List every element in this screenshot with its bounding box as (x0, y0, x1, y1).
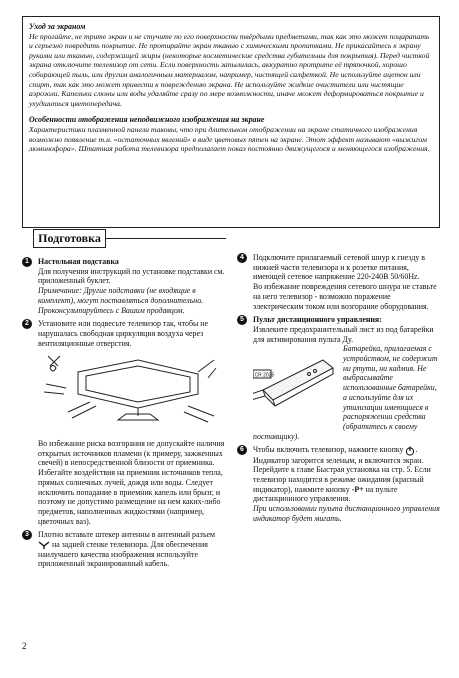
remote-battery-label: CR 2025 (254, 372, 275, 379)
power-text: Подключите прилагаемый сетевой шнур к гнезду в нижней части телевизора и к розетке питания, имеющей сетевое напряжение 220-240В 50/60Hz. (253, 253, 425, 282)
tv-illustration-icon (38, 354, 228, 428)
step-2 (22, 319, 228, 526)
step-3 (22, 530, 228, 569)
ventilation-text: Установите или подвесьте телевизор так, чтобы не нарушалась свободная циркуляция воздуха через вентиляционные отверстия. (38, 319, 209, 348)
screen-care-text: Не прогайте, не трите экран и не стучите по его поверхности твёрдыми предметами, так как это может поцарапать и серьезно повредить покрытие. Не протирайте экран тканью с химическими пропитками. Не прикасайтесь к экрану руками или тканью, содержащей жиры (некоторые косметические средства губительны для покрытия). Перед чисткой экрана отключите телевизор от сети. Если поверхность запылилась, аккуратно протрите её тряпочкой, хорошо собирающей пыль, или другим аналогичным материалом, например, чистящей салфеткой. Не используйте ацетон или спирт, так как это может привести к повреждению экрана. Не используйте жидкие очистители или чистящие аэрозоли. Капельки слюны или воды удаляйте сразу по мере возможности, иначе может деформироваться покрытие и ухудшиться цветопередача. (29, 31, 430, 108)
screen-care-title: Уход за экраном (29, 22, 86, 31)
power-on-text-b: . Индикатор загорится зеленым, и включится экран. Перейдите к главе Быстрая установка на стр. 5. Если телевизор находится в режиме ожидания (красный индикатор), нажмите кнопку (253, 445, 431, 494)
step-1 (22, 257, 228, 315)
static-image-text: Характеристики плазменной панели таковы, что при длительном отображении на экране статичного изображения возможно появление т.н. «остаточных явлений» в виде цветовых пятен на экране. Этот эффект называют «выжигом люминофора». Штатная работа телевизора предполагает показ постоянно движущегося и меняющегося изображения. (29, 124, 430, 154)
stand-text: Для получения инструкций по установке подставки см. приложенный буклет. (38, 266, 225, 286)
fire-safety-text: Во избежание риска возгорания не допускайте наличия открытых источников пламени (к примеру, зажженных свечей) в непосредственной близости от приемника. Избегайте воздействия на приемник источников тепла, прямых солнечных лучей, дождя или воды. Следует исключить попадание в приемник капель или брызг, и поэтому не допустимо размещение на нем каких-либо предметов, наполненных жидкостями (например, цветочных ваз). (38, 439, 225, 526)
step-number: 3 (22, 530, 32, 540)
stand-title: Настольная подставка (38, 257, 119, 266)
step-4 (237, 253, 442, 311)
remote-battery-illustration (253, 346, 337, 430)
page-number: 2 (22, 641, 27, 651)
remote-section (253, 344, 442, 441)
stand-note: Примечание: Другие подставки (не входящие в комплект), могут поставляться дополнительно. Проконсультируйтесь с Вашим продавцом. (38, 286, 204, 315)
remote-title: Пульт дистанционного управления (253, 315, 380, 325)
heading-rule (106, 238, 226, 239)
antenna-text-a: Плотно вставьте штекер антенны в антенный разъем (38, 530, 216, 540)
step-number: 6 (237, 445, 247, 455)
step-number: 4 (237, 253, 247, 263)
step-5: 5 Пульт дистанционного управления: Извлеките предохранительный лист из под батарейки для активирования пульта Ду. CR 2025 Батарейка, прилагаемая с устройством, не содержит ни ртути, ни кадмия. Не выбрасывайте использованные батарейки, а используйте для их утилизации имеющиеся в распоряжении средства (обратитесь к своему поставщику). (237, 315, 442, 441)
static-image-title: Особенности отображения неподвижного изображения на экране (29, 115, 265, 125)
step-number: 2 (22, 319, 32, 329)
blink-note: При использовании пульта дистанционного управления индикатор будет мигать. (253, 504, 440, 523)
battery-note: Батарейка, прилагаемая с устройством, не содержит ни ртути, ни кадмия. Не выбрасывайте использованные батарейки, а используйте для их утилизации имеющиеся в распоряжении средства (обратитесь к своему поставщику). (253, 344, 438, 441)
step-6 (237, 445, 442, 523)
antenna-icon (38, 541, 50, 549)
antenna-text-b: на задней стенке телевизора. Для обеспечения наилучшего качества изображения используйте приложенный экранированный кабель. (38, 540, 208, 569)
tv-placement-illustration (38, 354, 228, 431)
program-button-label: -P+ (351, 484, 364, 494)
power-on-text-c: на пульте дистанционного управления. (253, 484, 398, 504)
section-heading: Подготовка (33, 229, 106, 248)
step-number: 5 (237, 315, 247, 325)
step-number: 1 (22, 257, 32, 267)
power-on-text-a: Чтобы включить телевизор, нажмите кнопку (253, 445, 404, 455)
right-column (237, 253, 442, 527)
care-notes-box (22, 16, 440, 228)
power-cord-warning: Во избежание повреждения сетевого шнура не ставьте на него телевизор - возможно поражение электрическим током или возгорание оборудования. (253, 282, 437, 311)
power-icon (405, 446, 415, 456)
remote-text: Извлеките предохранительный лист из под батарейки для активирования пульта Ду. (253, 324, 434, 344)
left-column (22, 257, 228, 573)
